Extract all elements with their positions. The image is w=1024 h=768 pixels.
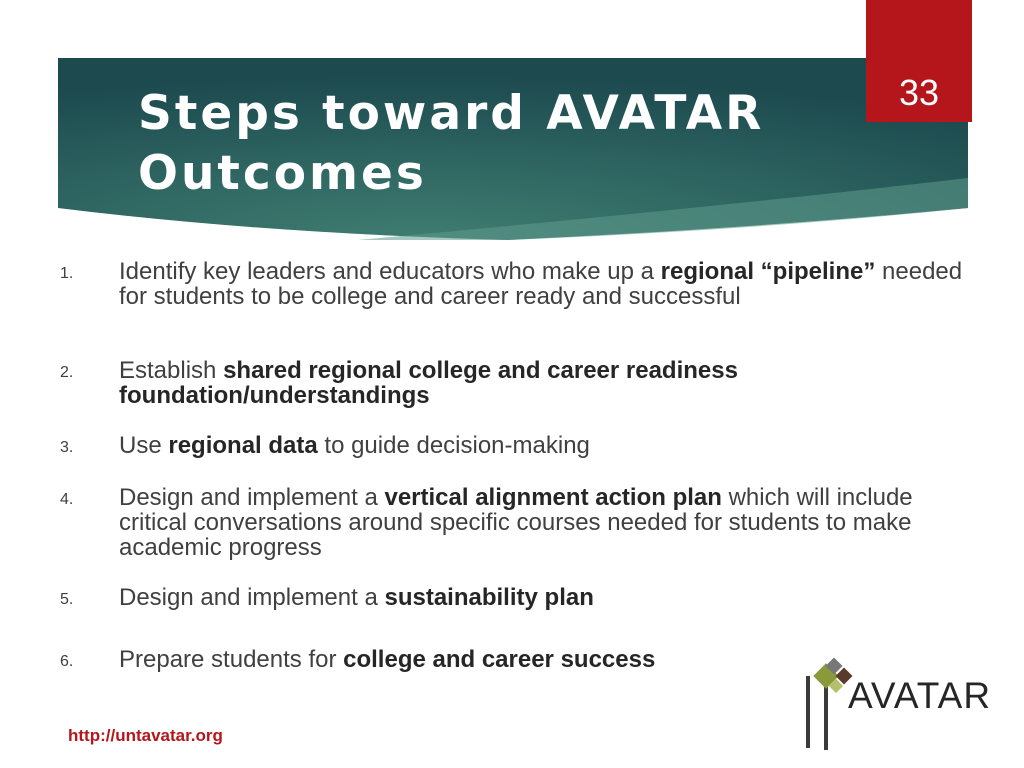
page-number-tab [866, 0, 972, 122]
item-text: Use regional data to guide decision-making [119, 432, 590, 459]
item-number: 1. [60, 265, 74, 282]
item-number: 3. [60, 439, 74, 456]
logo-wordmark: AVATAR [848, 675, 992, 716]
item-text: Identify key leaders and educators who make up a regional “pipeline” needed for students to be college and career ready and successful [119, 258, 963, 310]
item-text: Design and implement a sustainability plan [119, 584, 594, 611]
item-number: 5. [60, 591, 74, 608]
item-number: 6. [60, 653, 74, 670]
footer-url-link[interactable]: http://untavatar.org [68, 726, 223, 745]
item-text: Establish shared regional college and career readiness foundation/understandings [119, 357, 738, 409]
page-number: 33 [898, 72, 940, 113]
item-text: Design and implement a vertical alignment action plan which will include critical conversations around specific courses needed for students to make academic progress [119, 484, 913, 561]
slide-title: Steps toward AVATAR Outcomes [138, 86, 765, 201]
item-number: 2. [60, 364, 74, 381]
item-number: 4. [60, 491, 74, 508]
item-text: Prepare students for college and career success [119, 646, 656, 673]
